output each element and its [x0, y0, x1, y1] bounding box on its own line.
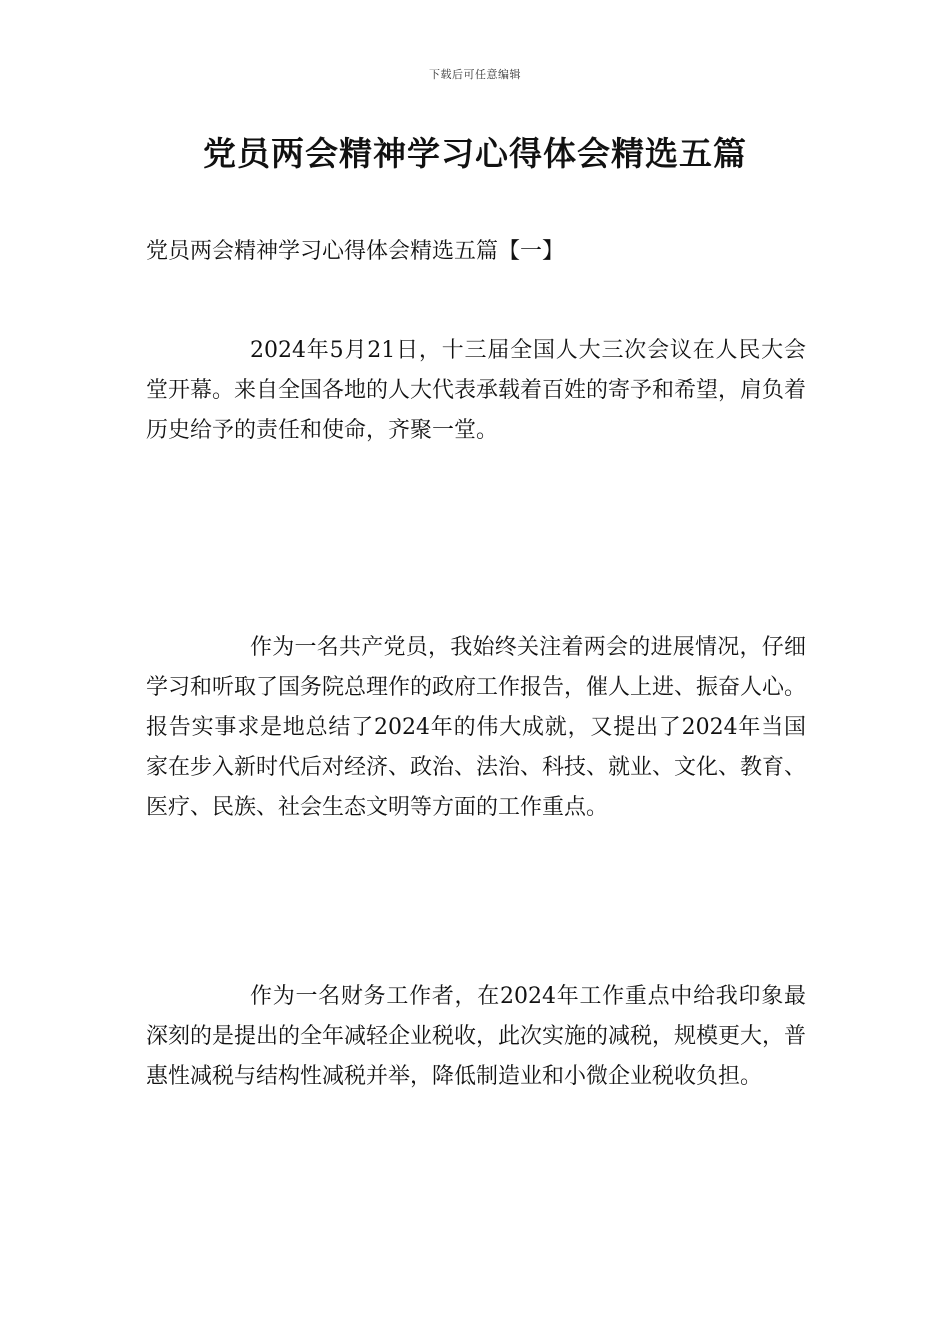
- body-paragraph: 2024年5月21日，十三届全国人大三次会议在人民大会堂开幕。来自全国各地的人大代表承载着百姓的寄予和希望，肩负着历史给予的责任和使命，齐聚一堂。: [146, 338, 807, 443]
- body-paragraph: 作为一名共产党员，我始终关注着两会的进展情况，仔细学习和听取了国务院总理作的政府工作报告，催人上进、振奋人心。报告实事求是地总结了2024年的伟大成就，又提出了2024年当国家在步入新时代后对经济、政治、法治、科技、就业、文化、教育、医疗、民族、社会生态文明等方面的工作重点。: [146, 635, 807, 820]
- document-title: 党员两会精神学习心得体会精选五篇: [203, 134, 747, 173]
- body-paragraph: 作为一名财务工作者，在2024年工作重点中给我印象最深刻的是提出的全年减轻企业税收，此次实施的减税，规模更大，普惠性减税与结构性减税并举，降低制造业和小微企业税收负担。: [146, 984, 807, 1089]
- section-heading: 党员两会精神学习心得体会精选五篇【一】: [146, 239, 565, 264]
- header-note: 下载后可任意编辑: [429, 68, 521, 81]
